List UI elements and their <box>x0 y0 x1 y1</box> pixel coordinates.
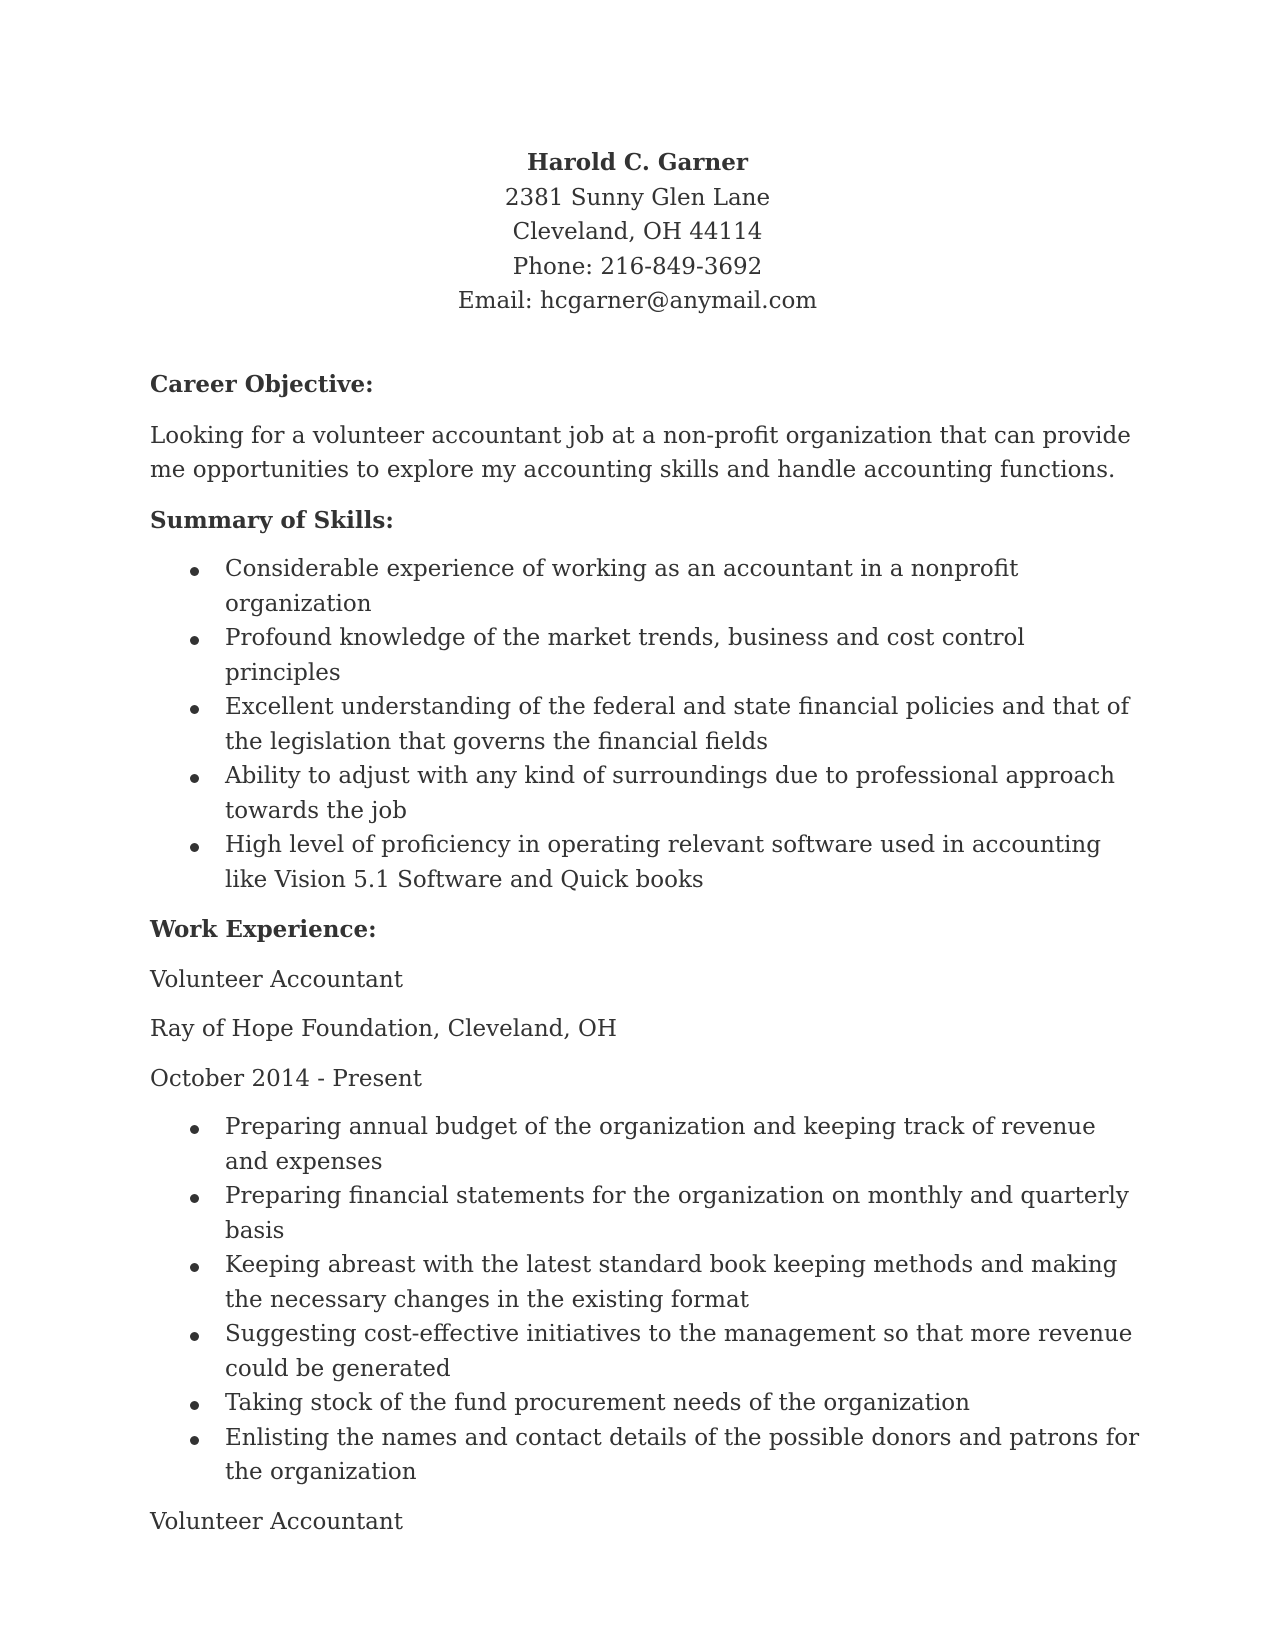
list-item: Preparing annual budget of the organization and keeping track of revenue and expenses <box>150 1110 1140 1179</box>
work-experience-heading: Work Experience: <box>150 916 377 943</box>
list-item: Keeping abreast with the latest standard book keeping methods and making the necessary changes in the existing format <box>150 1248 1140 1317</box>
list-item: Ability to adjust with any kind of surroundings due to professional approach towards the job <box>150 759 1140 828</box>
job-organization: Ray of Hope Foundation, Cleveland, OH <box>150 1016 617 1042</box>
email-address: Email: hcgarner@anymail.com <box>457 288 818 314</box>
resume-header <box>0 146 1275 319</box>
resume-body <box>150 368 1140 1539</box>
career-objective-heading: Career Objective: <box>150 371 374 398</box>
job-position: Volunteer Accountant <box>150 1508 403 1535</box>
list-item: Enlisting the names and contact details of the possible donors and patrons for the organization <box>150 1421 1140 1490</box>
phone-number: Phone: 216-849-3692 <box>512 253 763 280</box>
address-line-1: 2381 Sunny Glen Lane <box>504 184 771 211</box>
address-line-2: Cleveland, OH 44114 <box>512 219 763 245</box>
career-objective-text: Looking for a volunteer accountant job at a non-profit organization that can provide me opportunities to explore my accounting skills and handle accounting functions. <box>150 422 1131 483</box>
list-item: Taking stock of the fund procurement needs of the organization <box>150 1386 1140 1421</box>
skills-heading: Summary of Skills: <box>150 506 394 534</box>
candidate-name: Harold C. Garner <box>527 149 748 176</box>
list-item: Profound knowledge of the market trends, business and cost control principles <box>150 621 1140 690</box>
job-duties-list <box>150 1110 1140 1490</box>
list-item: Considerable experience of working as an accountant in a nonprofit organization <box>150 552 1140 621</box>
skills-list <box>150 552 1140 897</box>
list-item: High level of proficiency in operating relevant software used in accounting like Vision 5.1 Software and Quick books <box>150 828 1140 897</box>
list-item: Suggesting cost-effective initiatives to the management so that more revenue could be generated <box>150 1317 1140 1386</box>
job-position: Volunteer Accountant <box>150 966 403 993</box>
list-item: Excellent understanding of the federal and state financial policies and that of the legislation that governs the financial fields <box>150 690 1140 759</box>
list-item: Preparing financial statements for the organization on monthly and quarterly basis <box>150 1179 1140 1248</box>
job-dates: October 2014 - Present <box>150 1065 422 1092</box>
